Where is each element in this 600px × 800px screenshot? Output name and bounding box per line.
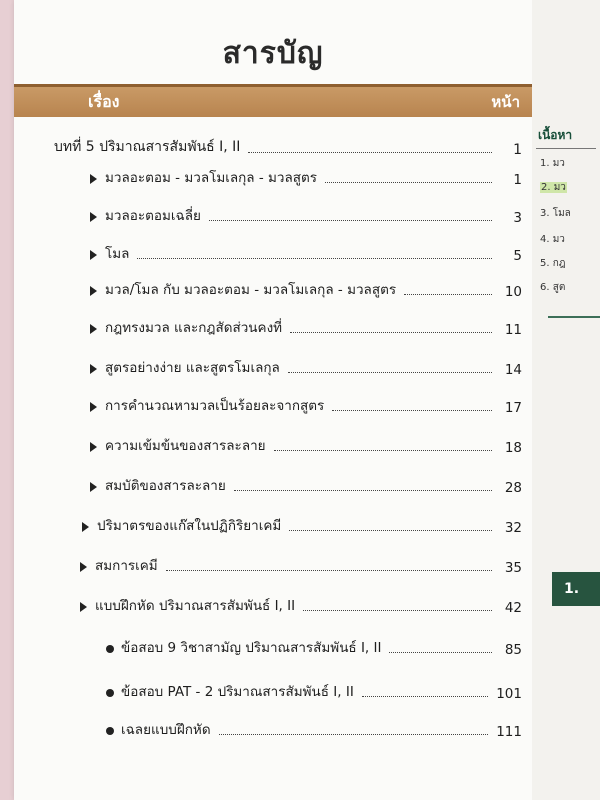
toc-chapter xyxy=(54,136,522,158)
toc-item-page: 35 xyxy=(504,560,522,576)
triangle-bullet-icon xyxy=(90,402,97,412)
leader-dots xyxy=(389,652,492,653)
toc-exercise-label: ข้อสอบ PAT - 2 ปริมาณสารสัมพันธ์ I, II xyxy=(121,684,354,700)
toc-item xyxy=(90,394,522,416)
leader-dots xyxy=(362,696,488,697)
divider xyxy=(548,316,600,318)
triangle-bullet-icon xyxy=(90,482,97,492)
leader-dots xyxy=(248,152,492,153)
toc-exercise-label: ข้อสอบ 9 วิชาสามัญ ปริมาณสารสัมพันธ์ I, II xyxy=(121,640,382,656)
leader-dots xyxy=(166,570,492,571)
round-bullet-icon xyxy=(106,645,114,653)
toc-item xyxy=(80,554,522,576)
highlighted-text: 2. มว xyxy=(541,182,566,193)
leader-dots xyxy=(274,450,492,451)
round-bullet-icon xyxy=(106,689,114,697)
toc-item-label: การคำนวณหามวลเป็นร้อยละจากสูตร xyxy=(105,398,325,414)
leader-dots xyxy=(303,610,492,611)
toc-item-page: 32 xyxy=(504,520,522,536)
toc-item xyxy=(90,316,522,338)
triangle-bullet-icon xyxy=(90,174,97,184)
toc-list xyxy=(14,0,532,800)
divider xyxy=(536,148,596,149)
leader-dots xyxy=(234,490,492,491)
leader-dots xyxy=(137,258,492,259)
toc-exercise xyxy=(106,718,522,740)
toc-page xyxy=(14,0,532,800)
side-heading: เนื้อหา xyxy=(538,128,573,142)
toc-item-page: 1 xyxy=(513,172,522,188)
triangle-bullet-icon xyxy=(80,602,87,612)
toc-chapter-page: 1 xyxy=(513,142,522,158)
round-bullet-icon xyxy=(106,727,114,735)
toc-exercise xyxy=(106,636,522,658)
toc-item xyxy=(90,204,522,226)
side-item: 4. มว xyxy=(540,234,565,245)
toc-item xyxy=(90,356,522,378)
side-item: 3. โมล xyxy=(540,208,571,219)
toc-item xyxy=(82,514,522,536)
header-page-label: หน้า xyxy=(491,93,520,111)
triangle-bullet-icon xyxy=(90,324,97,334)
triangle-bullet-icon xyxy=(90,364,97,374)
toc-exercise xyxy=(106,680,522,702)
side-item: 6. สูต xyxy=(540,282,566,293)
toc-item-label: มวลอะตอม - มวลโมเลกุล - มวลสูตร xyxy=(105,170,318,186)
toc-item-label: สมการเคมี xyxy=(95,558,158,574)
section-number-box: 1. xyxy=(552,572,600,606)
toc-item xyxy=(90,166,522,188)
toc-item-label: กฎทรงมวล และกฎสัดส่วนคงที่ xyxy=(105,320,283,336)
leader-dots xyxy=(404,294,492,295)
toc-exercise-page: 111 xyxy=(496,724,522,740)
toc-item-label: แบบฝึกหัด ปริมาณสารสัมพันธ์ I, II xyxy=(95,598,296,614)
toc-item-page: 28 xyxy=(504,480,522,496)
toc-chapter-label: บทที่ 5 ปริมาณสารสัมพันธ์ I, II xyxy=(54,139,241,155)
toc-item-page: 5 xyxy=(513,248,522,264)
toc-item-label: มวล/โมล กับ มวลอะตอม - มวลโมเลกุล - มวลสูตร xyxy=(105,282,397,298)
toc-item xyxy=(90,434,522,456)
side-item: 1. มว xyxy=(540,158,565,169)
toc-item-page: 18 xyxy=(504,440,522,456)
leader-dots xyxy=(289,530,492,531)
leader-dots xyxy=(290,332,492,333)
toc-item-page: 11 xyxy=(504,322,522,338)
toc-item-page: 3 xyxy=(513,210,522,226)
toc-item-label: ความเข้มข้นของสารละลาย xyxy=(105,438,266,454)
leader-dots xyxy=(209,220,492,221)
toc-item-page: 42 xyxy=(504,600,522,616)
toc-item-page: 17 xyxy=(504,400,522,416)
triangle-bullet-icon xyxy=(82,522,89,532)
toc-item-label: โมล xyxy=(105,246,130,262)
toc-item xyxy=(80,594,522,616)
triangle-bullet-icon xyxy=(90,286,97,296)
toc-item-page: 14 xyxy=(504,362,522,378)
leader-dots xyxy=(332,410,492,411)
toc-exercise-page: 85 xyxy=(504,642,522,658)
toc-item-label: ปริมาตรของแก๊สในปฏิกิริยาเคมี xyxy=(97,518,282,534)
triangle-bullet-icon xyxy=(80,562,87,572)
page-title: สารบัญ xyxy=(222,36,324,71)
toc-item xyxy=(90,278,522,300)
side-item: 5. กฎ xyxy=(540,258,566,269)
header-topic-label: เรื่อง xyxy=(88,92,120,111)
triangle-bullet-icon xyxy=(90,212,97,222)
leader-dots xyxy=(325,182,492,183)
toc-item-label: สมบัติของสารละลาย xyxy=(105,478,226,494)
adjacent-page xyxy=(532,0,600,800)
toc-item-label: มวลอะตอมเฉลี่ย xyxy=(105,208,201,224)
leader-dots xyxy=(219,734,489,735)
toc-item-page: 10 xyxy=(504,284,522,300)
toc-item-label: สูตรอย่างง่าย และสูตรโมเลกุล xyxy=(105,360,280,376)
leader-dots xyxy=(288,372,492,373)
toc-item xyxy=(90,474,522,496)
toc-exercise-label: เฉลยแบบฝึกหัด xyxy=(121,722,211,738)
triangle-bullet-icon xyxy=(90,442,97,452)
toc-exercise-page: 101 xyxy=(496,686,522,702)
side-item xyxy=(540,180,567,195)
toc-item xyxy=(90,242,522,264)
triangle-bullet-icon xyxy=(90,250,97,260)
